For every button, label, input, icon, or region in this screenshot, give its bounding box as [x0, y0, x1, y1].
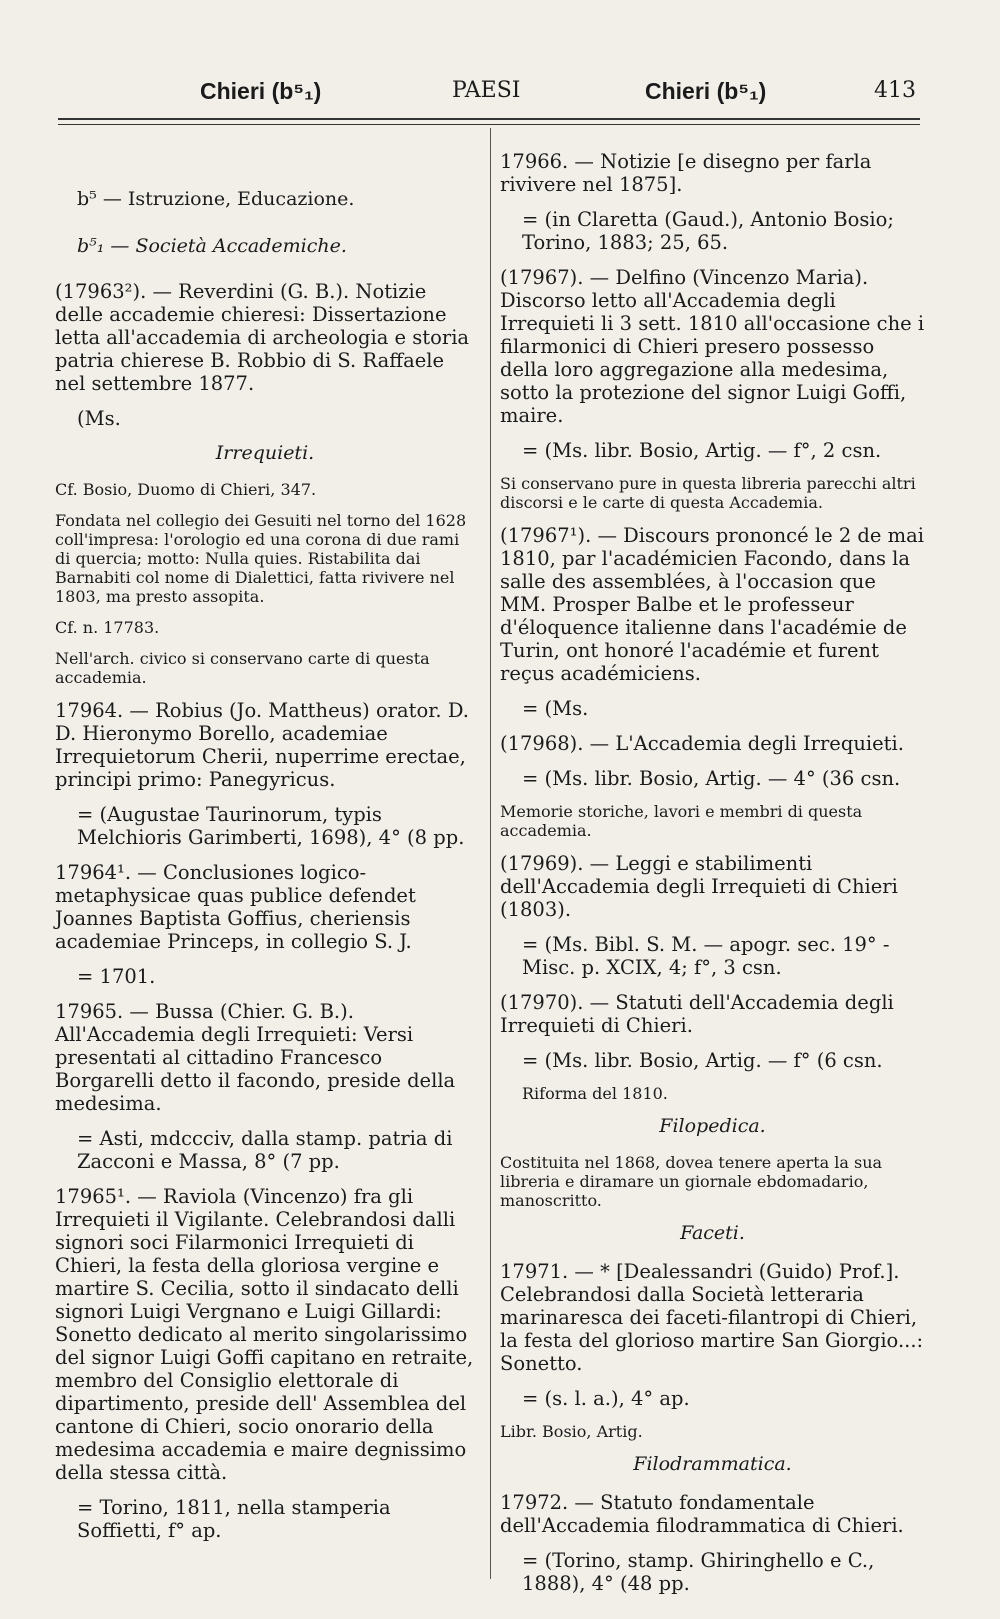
note-cf-bosio: Cf. Bosio, Duomo di Chieri, 347. [55, 480, 317, 499]
entry-17964-1: 17964¹. — Conclusiones logico-metaphysicae quas publice defendet Joannes Baptista Goffius, cheriensis academiae Princeps, in collegio S. J. [55, 861, 416, 953]
entry-17964: 17964. — Robius (Jo. Mattheus) orator. D. D. Hieronymo Borello, academiae Irrequietorum Cherii, nuperrime erectae, principi primo: Panegyricus. [55, 699, 469, 791]
heading-filodrammatica: Filodrammatica. [633, 1453, 792, 1475]
entry-17970-ms: = (Ms. libr. Bosio, Artig. — f° (6 csn. [522, 1049, 883, 1072]
section-heading-societa: b⁵₁ — Società Accademiche. [77, 235, 347, 257]
heading-filopedica: Filopedica. [659, 1115, 766, 1137]
entry-17972-imprint: = (Torino, stamp. Ghiringhello e C., 1888), 4° (48 pp. [522, 1549, 875, 1595]
note-cf-17783: Cf. n. 17783. [55, 618, 160, 637]
entry-17964-imprint: = (Augustae Taurinorum, typis Melchioris Garimberti, 1698), 4° (8 pp. [77, 803, 465, 849]
entry-17964-1-imprint: = 1701. [77, 965, 156, 988]
entry-17965-1-imprint: = Torino, 1811, nella stamperia Soffietti, f° ap. [77, 1496, 391, 1542]
entry-17967: (17967). — Delfino (Vincenzo Maria). Discorso letto all'Accademia degli Irrequieti li 3 sett. 1810 all'occasione che i filarmonici di Chieri presero possesso della loro aggregazione alla medesima, sotto la protezione del signor Luigi Goffi, maire. [500, 266, 925, 427]
entry-17966-ref: = (in Claretta (Gaud.), Antonio Bosio; Torino, 1883; 25, 65. [522, 208, 894, 254]
heading-irrequieti: Irrequieti. [215, 442, 315, 464]
entry-17967-1-ms: = (Ms. [522, 697, 589, 720]
running-head-left: Chieri (b⁵₁) [200, 78, 322, 104]
note-fondata: Fondata nel collegio dei Gesuiti nel torno del 1628 coll'impresa: l'orologio ed una corona di due rami di quercia; motto: Nulla quies. Ristabilita dai Barnabiti col nome di Dialettici, fatta rivivere nel 1803, ma presto assopita. [55, 511, 467, 606]
entry-17966: 17966. — Notizie [e disegno per farla rivivere nel 1875]. [500, 150, 872, 196]
note-17970: Riforma del 1810. [522, 1084, 668, 1103]
entry-17969: (17969). — Leggi e stabilimenti dell'Accademia degli Irrequieti di Chieri (1803). [500, 852, 898, 921]
column-divider [490, 128, 491, 1579]
entry-17963-2-ms: (Ms. [77, 407, 121, 430]
entry-17965-imprint: = Asti, mdccciv, dalla stamp. patria di Zacconi e Massa, 8° (7 pp. [77, 1127, 453, 1173]
entry-17967-1: (17967¹). — Discours prononcé le 2 de mai 1810, par l'académicien Facondo, dans la salle des assemblées, à l'occasion que MM. Prosper Balbe et le professeur d'éloquence italienne dans l'académie de Turin, ont honoré l'académie et furent reçus académiciens. [500, 524, 925, 685]
entry-17971: 17971. — * [Dealessandri (Guido) Prof.]. Celebrandosi dalla Società letteraria marinaresca dei faceti-filantropi di Chieri, la festa del glorioso martire San Giorgio...: Sonetto. [500, 1260, 924, 1375]
section-heading-istruzione: b⁵ — Istruzione, Educazione. [77, 188, 355, 210]
entry-17963-2: (17963²). — Reverdini (G. B.). Notizie delle accademie chieresi: Dissertazione letta all'accademia di archeologia e storia patria chierese B. Robbio di S. Raffaele nel settembre 1877. [55, 280, 470, 395]
page-number: 413 [874, 78, 916, 103]
left-column [55, 150, 475, 1554]
note-17967: Si conservano pure in questa libreria parecchi altri discorsi e le carte di questa Accademia. [500, 474, 916, 512]
entry-17970: (17970). — Statuti dell'Accademia degli Irrequieti di Chieri. [500, 991, 894, 1037]
entry-17965-1: 17965¹. — Raviola (Vincenzo) fra gli Irrequieti il Vigilante. Celebrandosi dalli signori soci Filarmonici Irrequieti di Chieri, la festa della gloriosa vergine e martire S. Cecilia, sotto il sindacato delli signori Luigi Vergnano e Luigi Gillardi: Sonetto dedicato al merito singolarissimo del signor Luigi Goffi capitano en retraite, membro del Consiglio elettorale di dipartimento, preside dell' Assemblea del cantone di Chieri, socio onorario della medesima accademia e maire degnissimo della stessa città. [55, 1185, 474, 1484]
entry-17965: 17965. — Bussa (Chier. G. B.). All'Accademia degli Irrequieti: Versi presentati al cittadino Francesco Borgarelli detto il facondo, preside della medesima. [55, 1000, 456, 1115]
heading-faceti: Faceti. [680, 1222, 745, 1244]
running-head-center: PAESI [452, 78, 521, 103]
right-column [500, 150, 925, 1607]
running-head-right: Chieri (b⁵₁) [645, 78, 767, 104]
entry-17971-imprint: = (s. l. a.), 4° ap. [522, 1387, 690, 1410]
entry-17972: 17972. — Statuto fondamentale dell'Accademia filodrammatica di Chieri. [500, 1491, 904, 1537]
note-arch-civico: Nell'arch. civico si conservano carte di questa accademia. [55, 649, 430, 687]
note-17968: Memorie storiche, lavori e membri di questa accademia. [500, 802, 863, 840]
header-rule-thin [58, 124, 920, 125]
entry-17968-ms: = (Ms. libr. Bosio, Artig. — 4° (36 csn. [522, 767, 901, 790]
header-rule [58, 118, 920, 120]
note-17971: Libr. Bosio, Artig. [500, 1422, 643, 1441]
note-filopedica: Costituita nel 1868, dovea tenere aperta la sua libreria e diramare un giornale ebdomadario, manoscritto. [500, 1153, 883, 1210]
entry-17968: (17968). — L'Accademia degli Irrequieti. [500, 732, 904, 755]
entry-17969-ms: = (Ms. Bibl. S. M. — apogr. sec. 19° - Misc. p. XCIX, 4; f°, 3 csn. [522, 933, 890, 979]
entry-17967-ms: = (Ms. libr. Bosio, Artig. — f°, 2 csn. [522, 439, 882, 462]
